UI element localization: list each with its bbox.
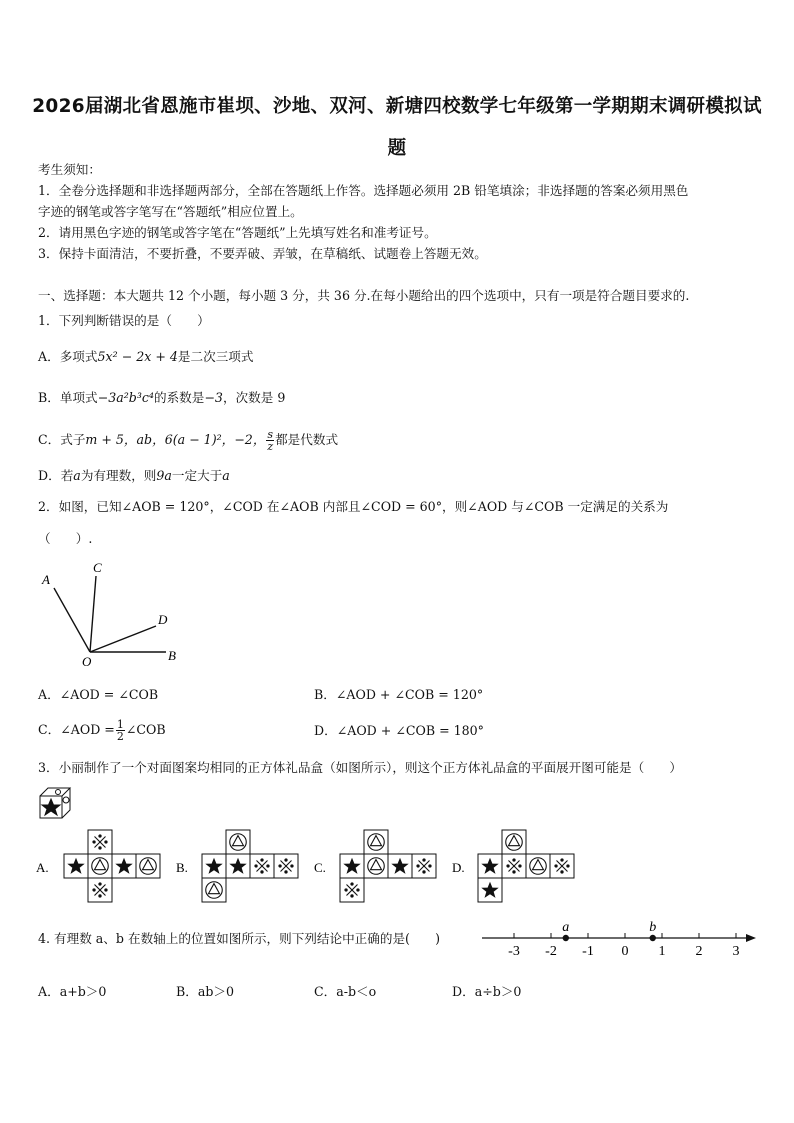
- label-d: D: [158, 612, 168, 627]
- rice-symbol-icon: [255, 859, 269, 873]
- q1-d-mid2: 一定大于: [171, 468, 223, 483]
- point-b-label: b: [649, 920, 657, 935]
- cube-icon: [38, 786, 74, 822]
- tick-label: -1: [582, 944, 594, 959]
- notice-item-1a: 1．全卷分选择题和非选择题两部分，全部在答题纸上作答。选择题必须用 2B 铅笔填涂；非选择题的答案必须用黑色: [38, 183, 689, 198]
- point-b: [650, 935, 656, 941]
- star-icon: [343, 858, 360, 874]
- rice-symbol-icon: [279, 859, 293, 873]
- rice-symbol-icon: [93, 835, 107, 849]
- label-a: A: [42, 572, 50, 587]
- star-icon: [391, 858, 408, 874]
- q1-a-suffix: 是二次三项式: [177, 349, 254, 364]
- q1-a-prefix: A．多项式: [38, 349, 98, 364]
- q1-c-frac-num: s: [267, 428, 274, 441]
- notice-header: 考生须知：: [38, 162, 101, 177]
- q1-d-var2: a: [222, 468, 230, 483]
- q2-c-prefix: C．∠AOD =: [38, 722, 115, 737]
- number-line: [478, 912, 760, 962]
- q2-stem-cont: （ ）.: [38, 531, 93, 546]
- rice-symbol-icon: [417, 859, 431, 873]
- q2-c-num: 1: [116, 718, 124, 731]
- title-line-2: 题: [387, 138, 407, 159]
- q2-c-fraction: [116, 719, 125, 742]
- q4-stem: 4. 有理数 a、b 在数轴上的位置如图所示，则下列结论中正确的是( ): [38, 931, 441, 946]
- tick-label: -2: [545, 944, 557, 959]
- rice-symbol-icon: [507, 859, 521, 873]
- label-b: B: [168, 648, 176, 663]
- q1-d-mid: 为有理数，则: [80, 468, 157, 483]
- q2-option-c: [38, 716, 166, 744]
- q1-option-b: [38, 389, 285, 407]
- rice-symbol-icon: [345, 883, 359, 897]
- ray-od: [90, 626, 156, 652]
- notice-item-2: 2．请用黑色字迹的钢笔或答字笔在“答题纸”上先填写姓名和准考证号。: [38, 225, 437, 240]
- net-label-c: C.: [314, 860, 326, 875]
- star-icon: [481, 858, 498, 874]
- q1-c-frac-den: z: [267, 440, 274, 453]
- label-c: C: [93, 560, 102, 575]
- q1-c-prefix: C．式子: [38, 432, 86, 447]
- q1-option-c: [38, 426, 338, 454]
- exam-title: [30, 86, 764, 170]
- net-c: [340, 830, 436, 902]
- title-line-1: 2026届湖北省恩施市崔坝、沙地、双河、新塘四校数学七年级第一学期期末调研模拟试: [32, 96, 762, 117]
- q1-b-mid: 的系数是: [153, 390, 205, 405]
- q1-stem: 1．下列判断错误的是（ ）: [38, 313, 210, 328]
- circle-triangle-icon: [530, 858, 547, 875]
- q1-c-fraction: [266, 429, 274, 452]
- notice-item-1b: 字迹的钢笔或答字笔写在“答题纸”相应位置上。: [38, 204, 303, 219]
- ray-oc: [90, 576, 96, 652]
- q4-option-c: C．a-b＜o: [314, 984, 377, 999]
- star-icon: [229, 858, 246, 874]
- q1-option-d: [38, 467, 230, 485]
- circle-triangle-icon: [206, 882, 223, 899]
- cube-nets: [36, 826, 596, 906]
- q1-b-suffix: ，次数是 9: [222, 390, 286, 405]
- circle-triangle-icon: [92, 858, 109, 875]
- rice-symbol-icon: [555, 859, 569, 873]
- q2-option-d: D．∠AOD + ∠COB = 180°: [314, 723, 484, 738]
- label-o: O: [82, 654, 92, 669]
- notice-item-3: 3．保持卡面清洁，不要折叠，不要弄破、弄皱，在草稿纸、试题卷上答题无效。: [38, 246, 487, 261]
- star-icon: [481, 882, 498, 898]
- circle-triangle-icon: [506, 834, 523, 851]
- axis-arrow-icon: [746, 934, 756, 942]
- tick-label: 1: [658, 944, 666, 959]
- net-b: [202, 830, 298, 902]
- q1-b-prefix: B．单项式: [38, 390, 98, 405]
- circle-triangle-icon: [368, 834, 385, 851]
- rice-symbol-icon: [93, 883, 107, 897]
- q2-c-den: 2: [116, 730, 124, 743]
- q1-c-expr: m + 5，ab，6(a − 1)²，−2，: [85, 432, 266, 447]
- q1-c-suffix: 都是代数式: [275, 432, 339, 447]
- q2-option-b: B．∠AOD + ∠COB = 120°: [314, 687, 484, 702]
- star-icon: [67, 858, 84, 874]
- point-a: [563, 935, 569, 941]
- section-heading: 一、选择题：本大题共 12 个小题，每小题 3 分，共 36 分.在每小题给出的四个选项中，只有一项是符合题目要求的.: [38, 288, 690, 303]
- tick-label: 0: [621, 944, 629, 959]
- net-d: [478, 830, 574, 902]
- q2-c-suffix: ∠COB: [125, 722, 166, 737]
- net-label-b: B.: [176, 860, 188, 875]
- q1-d-prefix: D．若: [38, 468, 74, 483]
- q1-b-coef: −3: [204, 390, 223, 405]
- angle-figure: [36, 556, 186, 670]
- tick-label: 2: [695, 944, 703, 959]
- star-icon: [205, 858, 222, 874]
- tick-label: -3: [508, 944, 520, 959]
- q4-option-d: D．a÷b＞0: [452, 984, 522, 999]
- q2-option-a: A．∠AOD = ∠COB: [38, 687, 159, 702]
- circle-triangle-icon: [368, 858, 385, 875]
- net-label-d: D.: [452, 860, 465, 875]
- numline-root: [482, 920, 756, 959]
- q1-b-expr: −3a²b³c⁴: [97, 390, 154, 405]
- ray-oa: [54, 588, 90, 652]
- net-label-a: A.: [36, 860, 49, 875]
- q1-d-var: a: [73, 468, 81, 483]
- q1-d-expr: 9a: [156, 468, 172, 483]
- q2-stem: 2．如图，已知∠AOB = 120°，∠COD 在∠AOB 内部且∠COD = 60°，则∠AOD 与∠COB 一定满足的关系为: [38, 499, 669, 514]
- circle-triangle-icon: [140, 858, 157, 875]
- q1-a-expr: 5x² − 2x + 4: [97, 349, 178, 364]
- q1-option-a: [38, 348, 253, 366]
- star-icon: [115, 858, 132, 874]
- q3-stem: 3．小丽制作了一个对面图案均相同的正方体礼品盒（如图所示），则这个正方体礼品盒的平面展开图可能是（ ）: [38, 760, 682, 775]
- q4-option-a: A．a+b＞0: [38, 984, 107, 999]
- net-a: [64, 830, 160, 902]
- tick-label: 3: [732, 944, 740, 959]
- circle-triangle-icon: [230, 834, 247, 851]
- q4-option-b: B．ab＞0: [176, 984, 235, 999]
- point-a-label: a: [562, 920, 570, 935]
